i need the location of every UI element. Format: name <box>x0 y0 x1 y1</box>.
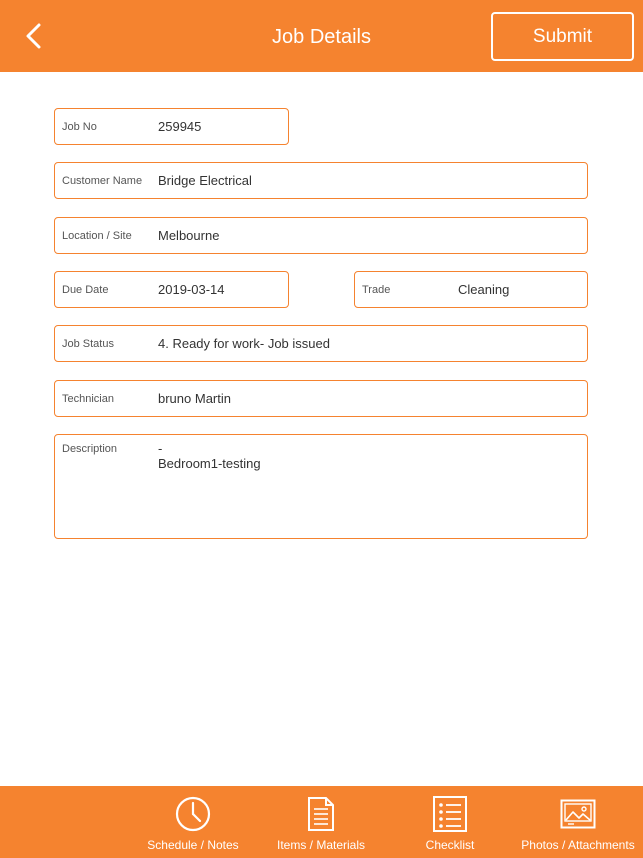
job-status-value: 4. Ready for work- Job issued <box>158 336 330 351</box>
location-value: Melbourne <box>158 228 220 243</box>
trade-value: Cleaning <box>458 282 510 297</box>
trade-label: Trade <box>362 284 391 296</box>
clock-icon <box>175 796 211 832</box>
customer-name-field[interactable] <box>54 162 588 199</box>
technician-field[interactable] <box>54 380 588 417</box>
description-field[interactable] <box>54 434 588 539</box>
bottom-tab-bar <box>0 786 643 858</box>
customer-name-value: Bridge Electrical <box>158 173 252 188</box>
job-no-field[interactable] <box>54 108 289 145</box>
technician-value: bruno Martin <box>158 391 231 406</box>
tab-photos-attachments-label: Photos / Attachments <box>521 838 635 852</box>
job-status-field[interactable] <box>54 325 588 362</box>
tab-checklist-label: Checklist <box>425 838 475 852</box>
due-date-label: Due Date <box>62 284 109 296</box>
back-button[interactable] <box>16 18 50 54</box>
page-title: Job Details <box>272 26 371 48</box>
chevron-left-icon <box>23 22 43 50</box>
tab-checklist[interactable] <box>400 786 500 858</box>
technician-label: Technician <box>62 393 114 405</box>
job-no-value: 259945 <box>158 119 202 134</box>
tab-items-materials-label: Items / Materials <box>276 838 366 852</box>
due-date-field[interactable] <box>54 271 289 308</box>
job-status-label: Job Status <box>62 338 114 350</box>
location-label: Location / Site <box>62 230 132 242</box>
trade-field[interactable] <box>354 271 588 308</box>
submit-button[interactable]: Submit <box>491 12 634 61</box>
customer-name-label: Customer Name <box>62 175 143 187</box>
description-label: Description <box>62 443 118 455</box>
tab-schedule-notes[interactable] <box>143 786 243 858</box>
checklist-icon <box>432 796 468 832</box>
tab-items-materials[interactable] <box>271 786 371 858</box>
job-no-label: Job No <box>62 121 97 133</box>
location-field[interactable] <box>54 217 588 254</box>
image-icon <box>560 799 596 829</box>
document-icon <box>307 796 335 832</box>
due-date-value: 2019-03-14 <box>158 282 225 297</box>
header-bar <box>0 0 643 72</box>
tab-schedule-notes-label: Schedule / Notes <box>147 838 239 852</box>
tab-photos-attachments[interactable] <box>513 786 643 858</box>
description-value: - Bedroom1-testing <box>158 441 261 471</box>
